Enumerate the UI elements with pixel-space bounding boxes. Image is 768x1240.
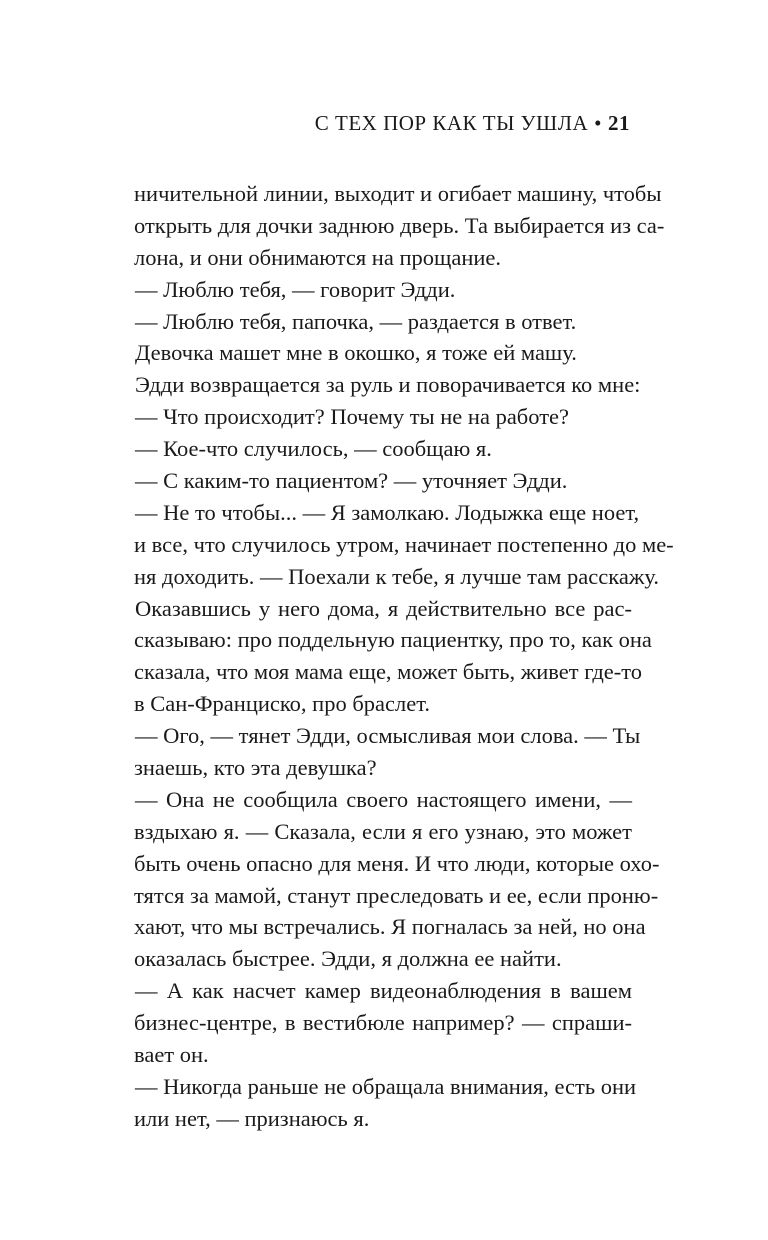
- text-line: хают, что мы встречались. Я погналась за ней, но она: [134, 914, 646, 940]
- text-line: открыть для дочки заднюю дверь. Та выбирается из са-: [134, 212, 665, 238]
- running-head-title: С ТЕХ ПОР КАК ТЫ УШЛА: [314, 111, 589, 135]
- text-line: Эдди возвращается за руль и поворачивается ко мне:: [135, 372, 641, 398]
- text-line: в Сан-Франциско, про браслет.: [134, 691, 431, 717]
- text-line: знаешь, кто эта девушка?: [134, 755, 377, 781]
- text-line: ничительной линии, выходит и огибает машину, чтобы: [134, 181, 662, 206]
- running-head: [315, 108, 630, 138]
- text-line: сказываю: про поддельную пациентку, про то, как она: [134, 627, 652, 653]
- text-line: и все, что случилось утром, начинает постепенно до ме-: [134, 531, 674, 557]
- text-line: — Кое-что случилось, — сообщаю я.: [135, 436, 492, 462]
- text-line: — Ого, — тянет Эдди, осмысливая мои слова. — Ты: [135, 723, 641, 749]
- text-line: — Не то чтобы... — Я замолкаю. Лодыжка еще ноет,: [135, 499, 640, 525]
- text-line: — Люблю тебя, — говорит Эдди.: [135, 276, 456, 302]
- text-line: — Она не сообщила своего настоящего имени, —: [135, 786, 632, 812]
- text-line: тятся за мамой, станут преследовать и ее, если проню-: [134, 882, 659, 908]
- text-line: или нет, — признаюсь я.: [134, 1105, 370, 1131]
- text-line: сказала, что моя мама еще, может быть, живет где-то: [134, 659, 643, 685]
- text-line: оказалась быстрее. Эдди, я должна ее найти.: [134, 946, 562, 972]
- text-line: бизнес-центре, в вестибюле например? — спраши-: [134, 1010, 632, 1036]
- page-number: 21: [608, 111, 630, 135]
- text-line: лона, и они обнимаются на прощание.: [134, 244, 502, 270]
- body-text: [134, 178, 674, 1135]
- text-line: вает он.: [134, 1042, 209, 1068]
- text-line: Девочка машет мне в окошко, я тоже ей машу.: [135, 340, 577, 366]
- text-line: — А как насчет камер видеонаблюдения в вашем: [135, 978, 632, 1004]
- text-line: ня доходить. — Поехали к тебе, я лучше там расскажу.: [134, 563, 659, 589]
- text-line: — Люблю тебя, папочка, — раздается в ответ.: [135, 308, 577, 334]
- text-line: — Никогда раньше не обращала внимания, есть они: [135, 1073, 637, 1099]
- text-line: Оказавшись у него дома, я действительно все рас-: [135, 595, 632, 621]
- text-line: вздыхаю я. — Сказала, если я его узнаю, это может: [134, 818, 632, 844]
- text-line: — С каким-то пациентом? — уточняет Эдди.: [135, 468, 568, 494]
- running-head-separator: •: [594, 111, 602, 135]
- text-line: — Что происходит? Почему ты не на работе?: [135, 404, 570, 430]
- text-line: быть очень опасно для меня. И что люди, которые охо-: [134, 850, 660, 876]
